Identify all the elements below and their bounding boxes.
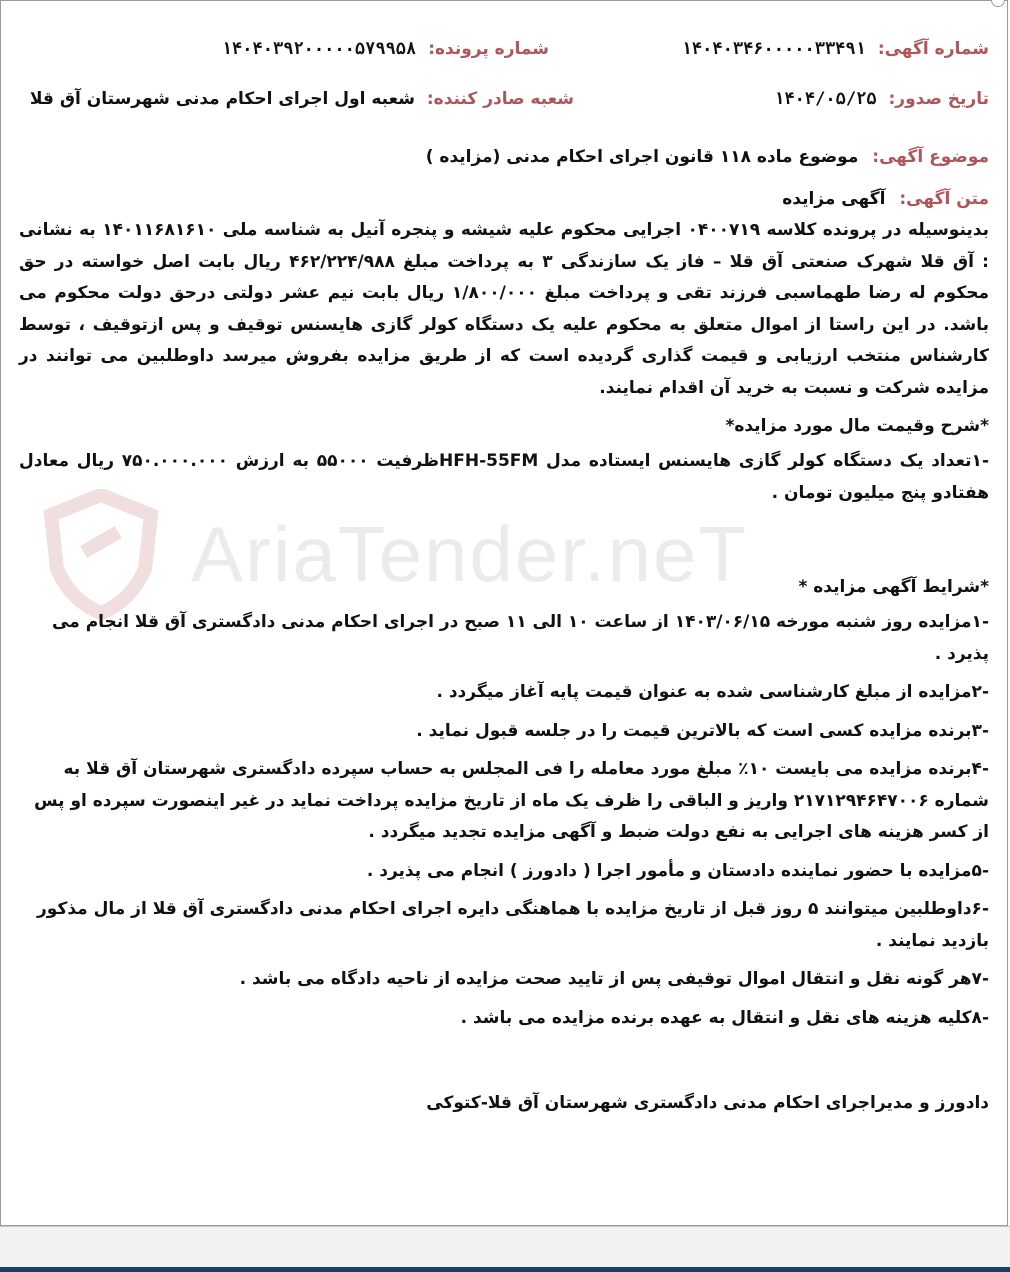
subject-label: موضوع آگهی:: [872, 147, 989, 167]
condition-item: -۱مزایده روز شنبه مورخه ۱۴۰۳/۰۶/۱۵ از ساعت ۱۰ الی ۱۱ صبح در اجرای احکام مدنی دادگستری آق قلا انجام می پذیرد .: [52, 612, 989, 664]
conditions-list: [19, 607, 989, 1034]
watermark-text: AriaTender.neT: [191, 510, 748, 598]
bottom-bar: [0, 1226, 1010, 1272]
ad-number: [682, 39, 989, 59]
body-title-line: [19, 189, 989, 209]
issue-date-label: تاریخ صدور:: [888, 89, 989, 109]
conditions-heading: *شرایط آگهی مزایده *: [798, 577, 989, 597]
issue-date: [774, 89, 989, 109]
intro-paragraph: بدینوسیله در پرونده کلاسه ۰۴۰۰۷۱۹ اجرایی محکوم علیه شیشه و پنجره آنیل به شناسه ملی ۱۴۰۱۱۶۸۱۶۱۰ به نشانی : آق قلا شهرک صنعتی آق قلا – فاز یک سازندگی ۳ به پرداخت مبلغ ۴۶۲/۲۲۴/۹۸۸ ریال بابت اصل خواسته در حق محکوم له رضا طهماسبی فرزند تقی و پرداخت مبلغ ۱/۸۰۰/۰۰۰ ریال بابت نیم عشر دولتی درحق دولت محکوم می باشد. در این راستا از اموال متعلق به محکوم علیه یک دستگاه کولر گازی هایسنس توقیف و پس ازتوقیف ، توسط کارشناس منتخب ارزیابی و قیمت گذاری گردیده است که از طریق مزایده بفروش میرسد داوطلبین می توانند در مزایده شرکت و نسبت به خرید آن اقدام نمایند.: [19, 220, 989, 398]
items-heading: *شرح وقیمت مال مورد مزایده*: [725, 416, 989, 436]
condition-item: -۴برنده مزایده می بایست ۱۰٪ مبلغ مورد معامله را فی المجلس به حساب سپرده دادگستری شهرستان آق قلا به شماره ۲۱۷۱۲۹۴۶۴۷۰۰۶ واریز و الباقی را ظرف یک ماه از تاریخ مزایده پرداخت نماید در غیر اینصورت سپرده او پس از کسر هزینه های اجرایی به نفع دولت ضبط و آگهی مزایده تجدید میگردد .: [34, 759, 989, 842]
subject-line: [19, 147, 989, 167]
case-number: [222, 39, 549, 59]
issue-date-value: ۱۴۰۴/۰۵/۲۵: [774, 89, 877, 109]
case-number-label: شماره پرونده:: [428, 39, 549, 59]
meta-row-1: [19, 39, 989, 89]
condition-item: -۲مزایده از مبلغ کارشناسی شده به عنوان قیمت پایه آغاز میگردد .: [436, 682, 989, 702]
body-title-label: متن آگهی:: [899, 189, 989, 209]
subject-text: موضوع ماده ۱۱۸ قانون اجرای احکام مدنی (مزایده ): [425, 147, 859, 167]
ad-number-value: ۱۴۰۴۰۳۴۶۰۰۰۰۰۳۳۴۹۱: [681, 39, 866, 59]
case-number-value: ۱۴۰۴۰۳۹۲۰۰۰۰۰۵۷۹۹۵۸: [221, 39, 417, 59]
condition-item: -۳برنده مزایده کسی است که بالاترین قیمت را در جلسه قبول نماید .: [416, 720, 989, 741]
window-corner-icon: [991, 0, 1005, 7]
condition-item: -۷هر گونه نقل و انتقال اموال توقیفی پس از تایید صحت مزایده از ناحیه دادگاه می باشد .: [239, 969, 989, 989]
condition-item: -۸کلیه هزینه های نقل و انتقال به عهده برنده مزایده می باشد .: [460, 1007, 989, 1028]
issuer: [30, 89, 574, 109]
signature: دادورز و مدیراجرای احکام مدنی دادگستری شهرستان آق قلا-کتوکی: [426, 1093, 989, 1113]
issuer-value: شعبه اول اجرای احکام مدنی شهرستان آق قلا: [29, 89, 415, 109]
meta-row-2: [19, 89, 989, 139]
condition-item: -۶داوطلبین میتوانند ۵ روز قبل از تاریخ مزایده با هماهنگی دایره اجرای احکام مدنی دادگستری آق قلا از مال مذکور بازدید نمایند .: [37, 899, 989, 951]
issuer-label: شعبه صادر کننده:: [426, 89, 574, 109]
item-description: -۱تعداد یک دستگاه کولر گازی هایسنس ایستاده مدل HFH-55FMظرفیت ۵۵۰۰۰ به ارزش ۷۵۰.۰۰۰.۰۰۰ ریال معادل هفتادو پنج میلیون تومان .: [19, 451, 989, 503]
notice-content: [19, 39, 989, 1123]
condition-item: -۵مزایده با حضور نماینده دادستان و مأمور اجرا ( دادورز ) انجام می پذیرد .: [366, 860, 989, 881]
body-title-text: آگهی مزایده: [782, 189, 886, 209]
bottom-accent-line: [0, 1267, 1010, 1272]
ad-number-label: شماره آگهی:: [877, 39, 989, 59]
